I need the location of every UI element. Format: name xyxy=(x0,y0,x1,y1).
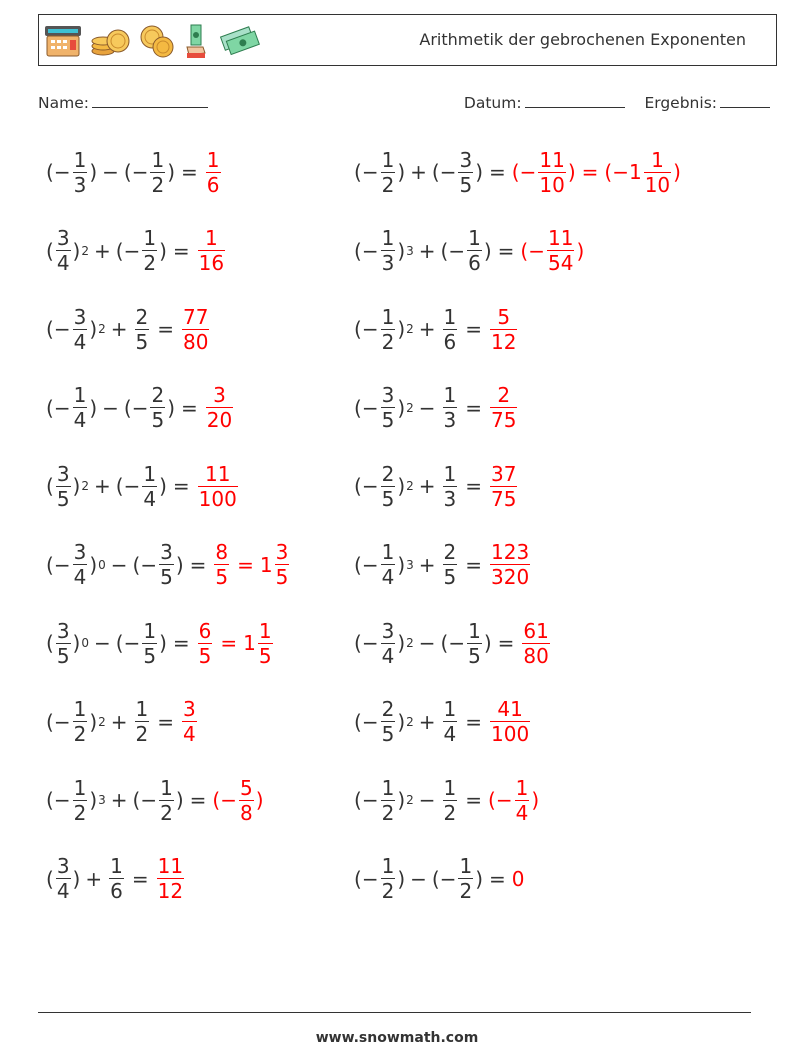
problem-answer: 0 xyxy=(511,866,525,891)
problem-question: ( − $\frac{1}{2}$ ) + ( − $\frac{3}{5}$ ) xyxy=(354,147,484,197)
problem-question: ( − $\frac{1}{3}$ ) 3 + ( − $\frac{1}{6}$ ) xyxy=(354,226,492,275)
problem-question: ( $\frac{3}{5}$ ) 2 + ( − $\frac{1}{4}$ ) xyxy=(46,461,167,511)
problem-answer: $\frac{61}{80}$ xyxy=(523,618,549,668)
problem-question: ( − $\frac{3}{4}$ ) 2 − ( − $\frac{1}{5}$ ) xyxy=(354,618,492,668)
problem-question: ( $\frac{3}{4}$ ) 2 + ( − $\frac{1}{2}$ ) xyxy=(46,226,167,275)
result-label: Ergebnis: xyxy=(644,94,717,112)
date-label: Datum: xyxy=(463,94,522,112)
problem-12: ( − $\frac{1}{4}$ ) 3 + $\frac{2}{5}$ = $\frac{123}{320}$ xyxy=(354,539,532,591)
problem-4: ( − $\frac{1}{3}$ ) 3 + ( − $\frac{1}{6}$ ) = ( − $\frac{11}{54}$ ) xyxy=(354,226,585,275)
problem-answer: $\frac{3}{4}$ xyxy=(183,697,196,746)
footer-divider xyxy=(38,1012,751,1013)
problem-question: ( − $\frac{1}{3}$ ) − ( − $\frac{1}{2}$ ) xyxy=(46,147,176,197)
problem-answer: $\frac{1}{16}$ xyxy=(198,226,225,275)
problem-2: ( − $\frac{1}{2}$ ) + ( − $\frac{3}{5}$ ) = ( − $\frac{11}{10}$ ) = ( − 1 $\frac{1}{10}$ ) xyxy=(354,147,681,197)
problem-1: ( − $\frac{1}{3}$ ) − ( − $\frac{1}{2}$ ) = $\frac{1}{6}$ xyxy=(46,146,223,198)
problem-answer: $\frac{41}{100}$ xyxy=(491,697,530,746)
problem-19: ( $\frac{3}{4}$ ) + $\frac{1}{6}$ = $\frac{11}{12}$ xyxy=(46,853,186,905)
problem-20: ( − $\frac{1}{2}$ ) − ( − $\frac{1}{2}$ ) = 0 xyxy=(354,854,525,903)
problem-15: ( − $\frac{1}{2}$ ) 2 + $\frac{1}{2}$ = $\frac{3}{4}$ xyxy=(46,696,199,748)
problem-answer: ( − $\frac{5}{8}$ ) xyxy=(212,775,264,825)
problem-7: ( − $\frac{1}{4}$ ) − ( − $\frac{2}{5}$ ) = $\frac{3}{20}$ xyxy=(46,382,235,434)
problem-17: ( − $\frac{1}{2}$ ) 3 + ( − $\frac{1}{2}$ ) = ( − $\frac{5}{8}$ ) xyxy=(46,775,264,825)
problem-question: ( $\frac{3}{5}$ ) 0 − ( − $\frac{1}{5}$ ) xyxy=(46,618,167,668)
problem-question: ( $\frac{3}{4}$ ) + $\frac{1}{6}$ xyxy=(46,854,123,903)
problem-answer: $\frac{8}{5}$ = 1 $\frac{3}{5}$ xyxy=(215,540,289,589)
problem-question: ( − $\frac{1}{2}$ ) 2 + $\frac{1}{6}$ xyxy=(354,304,457,354)
problem-question: ( − $\frac{3}{5}$ ) 2 − $\frac{1}{3}$ xyxy=(354,383,457,432)
problem-question: ( − $\frac{2}{5}$ ) 2 + $\frac{1}{4}$ xyxy=(354,697,457,746)
problem-question: ( − $\frac{2}{5}$ ) 2 + $\frac{1}{3}$ xyxy=(354,461,457,511)
problem-answer: ( − $\frac{11}{10}$ ) = ( − 1 $\frac{1}{10}$ ) xyxy=(511,147,681,197)
problem-3: ( $\frac{3}{4}$ ) 2 + ( − $\frac{1}{2}$ ) = $\frac{1}{16}$ xyxy=(46,225,227,277)
problem-5: ( − $\frac{3}{4}$ ) 2 + $\frac{2}{5}$ = $\frac{77}{80}$ xyxy=(46,303,211,355)
problem-question: ( − $\frac{1}{4}$ ) 3 + $\frac{2}{5}$ xyxy=(354,540,457,589)
problem-answer: $\frac{37}{75}$ xyxy=(491,461,517,511)
problem-answer: $\frac{6}{5}$ = 1 $\frac{1}{5}$ xyxy=(198,618,272,668)
problem-answer: $\frac{123}{320}$ xyxy=(491,540,530,589)
problem-16: ( − $\frac{2}{5}$ ) 2 + $\frac{1}{4}$ = $\frac{41}{100}$ xyxy=(354,696,532,748)
problem-question: ( − $\frac{1}{4}$ ) − ( − $\frac{2}{5}$ ) xyxy=(46,383,176,432)
problem-6: ( − $\frac{1}{2}$ ) 2 + $\frac{1}{6}$ = $\frac{5}{12}$ xyxy=(354,303,519,355)
problem-9: ( $\frac{3}{5}$ ) 2 + ( − $\frac{1}{4}$ ) = $\frac{11}{100}$ xyxy=(46,460,240,512)
problem-answer: $\frac{77}{80}$ xyxy=(183,304,209,354)
problem-18: ( − $\frac{1}{2}$ ) 2 − $\frac{1}{2}$ = ( − $\frac{1}{4}$ ) xyxy=(354,775,540,825)
problem-answer: ( − $\frac{1}{4}$ ) xyxy=(488,775,540,825)
problem-question: ( − $\frac{1}{2}$ ) − ( − $\frac{1}{2}$ ) xyxy=(354,854,484,903)
problem-question: ( − $\frac{1}{2}$ ) 3 + ( − $\frac{1}{2}$ ) xyxy=(46,775,184,825)
problem-answer: $\frac{2}{75}$ xyxy=(491,383,517,432)
problem-8: ( − $\frac{3}{5}$ ) 2 − $\frac{1}{3}$ = $\frac{2}{75}$ xyxy=(354,382,519,434)
problem-question: ( − $\frac{3}{4}$ ) 2 + $\frac{2}{5}$ xyxy=(46,304,149,354)
name-label: Name: xyxy=(38,94,89,112)
problem-answer: $\frac{3}{20}$ xyxy=(206,383,233,432)
problem-14: ( − $\frac{3}{4}$ ) 2 − ( − $\frac{1}{5}$ ) = $\frac{61}{80}$ xyxy=(354,617,552,669)
problem-answer: ( − $\frac{11}{54}$ ) xyxy=(520,226,585,275)
problem-answer: $\frac{11}{12}$ xyxy=(157,854,184,903)
problem-11: ( − $\frac{3}{4}$ ) 0 − ( − $\frac{3}{5}$ ) = $\frac{8}{5}$ = 1 $\frac{3}{5}$ xyxy=(46,539,291,591)
problem-10: ( − $\frac{2}{5}$ ) 2 + $\frac{1}{3}$ = $\frac{37}{75}$ xyxy=(354,460,519,512)
worksheet-title: Arithmetik der gebrochenen Exponenten xyxy=(419,30,746,49)
problem-question: ( − $\frac{1}{2}$ ) 2 + $\frac{1}{2}$ xyxy=(46,697,149,746)
problem-answer: $\frac{5}{12}$ xyxy=(491,304,517,354)
footer-url: www.snowmath.com xyxy=(315,1030,479,1046)
problem-question: ( − $\frac{3}{4}$ ) 0 − ( − $\frac{3}{5}$ ) xyxy=(46,540,184,589)
problem-answer: $\frac{1}{6}$ xyxy=(206,147,220,197)
problem-question: ( − $\frac{1}{2}$ ) 2 − $\frac{1}{2}$ xyxy=(354,775,457,825)
problem-13: ( $\frac{3}{5}$ ) 0 − ( − $\frac{1}{5}$ ) = $\frac{6}{5}$ = 1 $\frac{1}{5}$ xyxy=(46,617,275,669)
problem-answer: $\frac{11}{100}$ xyxy=(198,461,237,511)
